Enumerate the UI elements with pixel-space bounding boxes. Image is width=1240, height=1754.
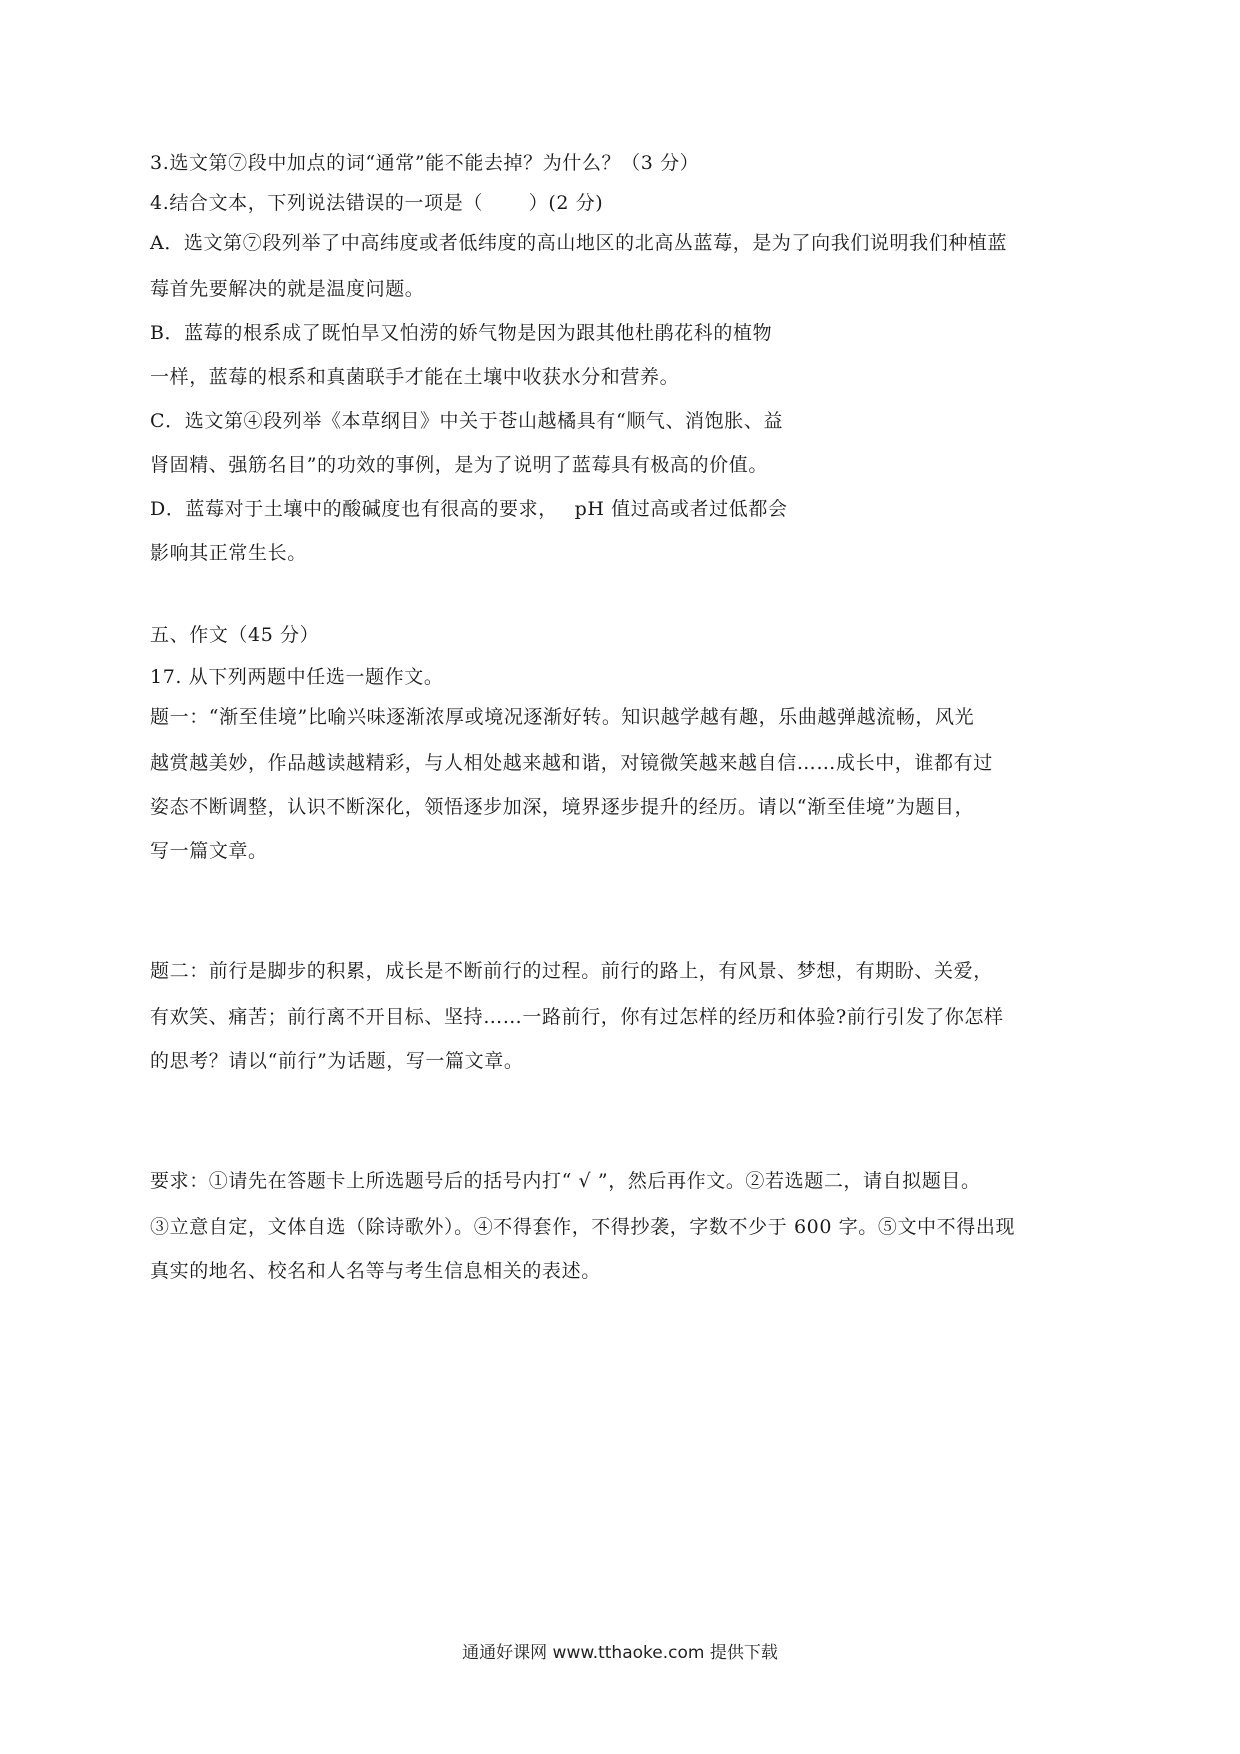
section-5-heading: 五、作文（45 分） bbox=[150, 624, 320, 646]
page-footer: 通通好课网 www.tthaoke.com 提供下载 bbox=[462, 1643, 778, 1663]
requirements-line3: 真实的地名、校名和人名等与考生信息相关的表述。 bbox=[150, 1260, 601, 1282]
topic-1-line2: 越赏越美妙，作品越读越精彩，与人相处越来越和谐，对镜微笑越来越自信……成长中，谁都有过 bbox=[150, 752, 993, 774]
topic-1-line3: 姿态不断调整，认识不断深化，领悟逐步加深，境界逐步提升的经历。请以“渐至佳境”为题目， bbox=[150, 796, 975, 818]
question-3: 3.选文第⑦段中加点的词“通常”能不能去掉？为什么？（3 分） bbox=[150, 152, 700, 174]
option-d-line2: 影响其正常生长。 bbox=[150, 542, 307, 564]
option-a-line1: A．选文第⑦段列举了中高纬度或者低纬度的高山地区的北高丛蓝莓，是为了向我们说明我们种植蓝 bbox=[150, 232, 1008, 254]
option-b-line2: 一样，蓝莓的根系和真菌联手才能在土壤中收获水分和营养。 bbox=[150, 366, 680, 388]
topic-1-line1: 题一：“渐至佳境”比喻兴味逐渐浓厚或境况逐渐好转。知识越学越有趣，乐曲越弹越流畅，风光 bbox=[150, 706, 975, 728]
option-a-line2: 莓首先要解决的就是温度问题。 bbox=[150, 278, 425, 300]
requirements-line2: ③立意自定，文体自选（除诗歌外）。④不得套作，不得抄袭，字数不少于 600 字。⑤文中不得出现 bbox=[150, 1216, 1016, 1238]
question-4-stem: 4.结合文本，下列说法错误的一项是（ ）(2 分) bbox=[150, 192, 604, 214]
requirements-line1: 要求：①请先在答题卡上所选题号后的括号内打“ √ ”，然后再作文。②若选题二，请自拟题目。 bbox=[150, 1170, 981, 1192]
topic-2-line1: 题二：前行是脚步的积累，成长是不断前行的过程。前行的路上，有风景、梦想，有期盼、关爱， bbox=[150, 960, 993, 982]
topic-2-line2: 有欢笑、痛苦；前行离不开目标、坚持……一路前行，你有过怎样的经历和体验?前行引发了你怎样 bbox=[150, 1006, 1004, 1028]
option-c-line1: C．选文第④段列举《本草纲目》中关于苍山越橘具有“顺气、消饱胀、益 bbox=[150, 410, 784, 432]
question-17: 17. 从下列两题中任选一题作文。 bbox=[150, 666, 444, 688]
topic-1-line4: 写一篇文章。 bbox=[150, 840, 268, 862]
topic-2-line3: 的思考？请以“前行”为话题，写一篇文章。 bbox=[150, 1050, 524, 1072]
option-c-line2: 肾固精、强筋名目”的功效的事例，是为了说明了蓝莓具有极高的价值。 bbox=[150, 454, 768, 476]
option-b-line1: B．蓝莓的根系成了既怕旱又怕涝的娇气物是因为跟其他杜鹃花科的植物 bbox=[150, 322, 773, 344]
option-d-line1: D．蓝莓对于土壤中的酸碱度也有很高的要求， pH 值过高或者过低都会 bbox=[150, 498, 788, 520]
